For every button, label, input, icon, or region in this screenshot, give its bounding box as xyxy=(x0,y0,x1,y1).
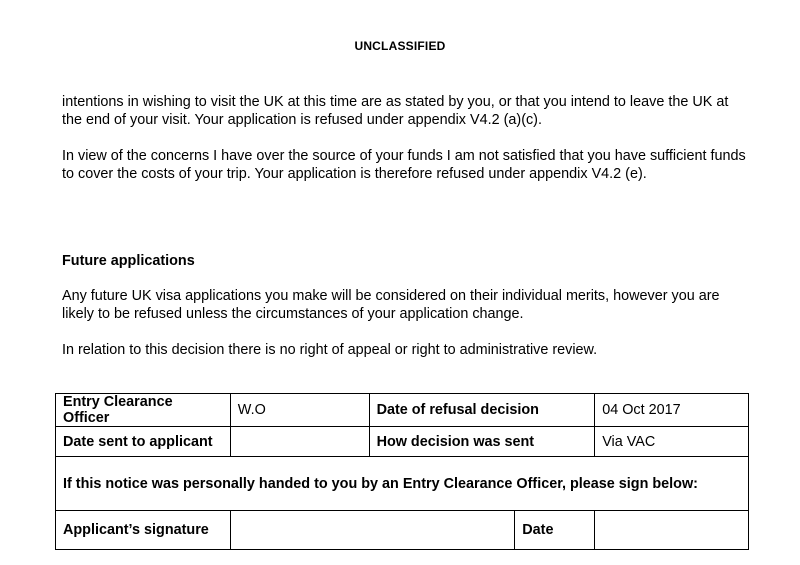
table-row xyxy=(56,457,749,511)
paragraph-intentions: intentions in wishing to visit the UK at this time are as stated by you, or that you intend to leave the UK at the end of your visit. Your application is refused under appendix V4.2 (a)(c). xyxy=(62,94,729,128)
date-sent-label: Date sent to applicant xyxy=(56,427,231,457)
applicant-signature-label: Applicant’s signature xyxy=(56,511,231,550)
section-heading-future-applications: Future applications xyxy=(62,253,195,269)
signature-date-label: Date xyxy=(515,511,595,550)
how-sent-value: Via VAC xyxy=(595,427,749,457)
refusal-date-value: 04 Oct 2017 xyxy=(595,394,749,427)
paragraph-no-appeal: In relation to this decision there is no right of appeal or right to administrative review. xyxy=(62,342,598,358)
date-sent-value xyxy=(230,427,369,457)
how-sent-label: How decision was sent xyxy=(369,427,595,457)
table-row xyxy=(56,394,749,427)
applicant-signature-field xyxy=(230,511,514,550)
table-row xyxy=(56,427,749,457)
paragraph-funds: In view of the concerns I have over the source of your funds I am not satisfied that you have sufficient funds to cover the costs of your trip. Your application is therefore refused under appendix V4.2 (e). xyxy=(62,148,746,182)
decision-details-table xyxy=(55,393,749,550)
table-row xyxy=(56,511,749,550)
entry-clearance-officer-label: Entry Clearance Officer xyxy=(56,394,231,427)
refusal-date-label: Date of refusal decision xyxy=(369,394,595,427)
classification-header: UNCLASSIFIED xyxy=(354,39,446,53)
entry-clearance-officer-value: W.O xyxy=(230,394,369,427)
sign-instruction: If this notice was personally handed to you by an Entry Clearance Officer, please sign below: xyxy=(56,457,749,511)
paragraph-future-applications: Any future UK visa applications you make will be considered on their individual merits, however you are likely to be refused unless the circumstances of your application change. xyxy=(62,288,720,322)
signature-date-field xyxy=(595,511,749,550)
